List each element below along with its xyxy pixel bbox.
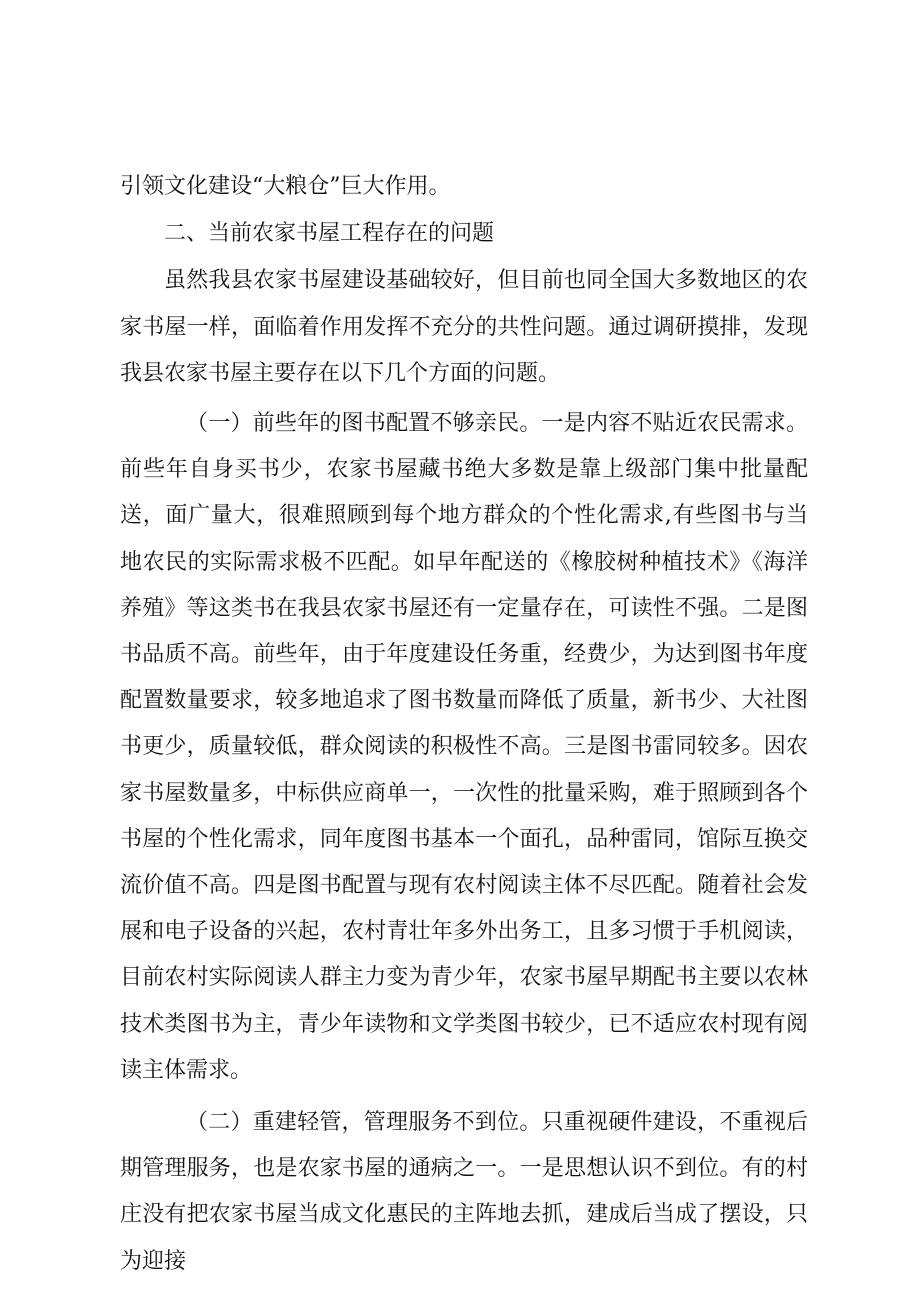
section-heading: 二、当前农家书屋工程存在的问题 bbox=[164, 221, 495, 247]
paragraph-continuation: 引领文化建设“大粮仓”巨大作用。 bbox=[120, 174, 451, 199]
paragraph-management: （二）重建轻管，管理服务不到位。只重视硬件建设，不重视后期管理服务，也是农家书屋的通病之一。一是思想认识不到位。有的村庄没有把农家书屋当成文化惠民的主阵地去抓，建成后当成了摆设，只为迎接 bbox=[120, 1110, 808, 1274]
paragraph-book-configuration: （一）前些年的图书配置不够亲民。一是内容不贴近农民需求。前些年自身买书少，农家书屋藏书绝大多数是靠上级部门集中批量配送，面广量大，很难照顾到每个地方群众的个性化需求,有些图书与当地农民的实际需求极不匹配。如早年配送的《橡胶树种植技术》《海洋养殖》等这类书在我县农家书屋还有一定量存在，可读性不强。二是图书品质不高。前些年，由于年度建设任务重，经费少，为达到图书年度配置数量要求，较多地追求了图书数量而降低了质量，新书少、大社图书更少，质量较低，群众阅读的积极性不高。三是图书雷同较多。因农家书屋数量多，中标供应商单一，一次性的批量采购，难于照顾到各个书屋的个性化需求，同年度图书基本一个面孔，品种雷同，馆际互换交流价值不高。四是图书配置与现有农村阅读主体不尽匹配。随着社会发展和电子设备的兴起，农村青壮年多外出务工，且多习惯于手机阅读，目前农村实际阅读人群主力变为青少年，农家书屋早期配书主要以农林技术类图书为主，青少年读物和文学类图书较少，已不适应农村现有阅读主体需求。 bbox=[120, 411, 808, 1083]
paragraph-intro: 虽然我县农家书屋建设基础较好，但目前也同全国大多数地区的农家书屋一样，面临着作用发挥不充分的共性问题。通过调研摸排，发现我县农家书屋主要存在以下几个方面的问题。 bbox=[120, 268, 808, 386]
document-page bbox=[120, 164, 808, 1285]
